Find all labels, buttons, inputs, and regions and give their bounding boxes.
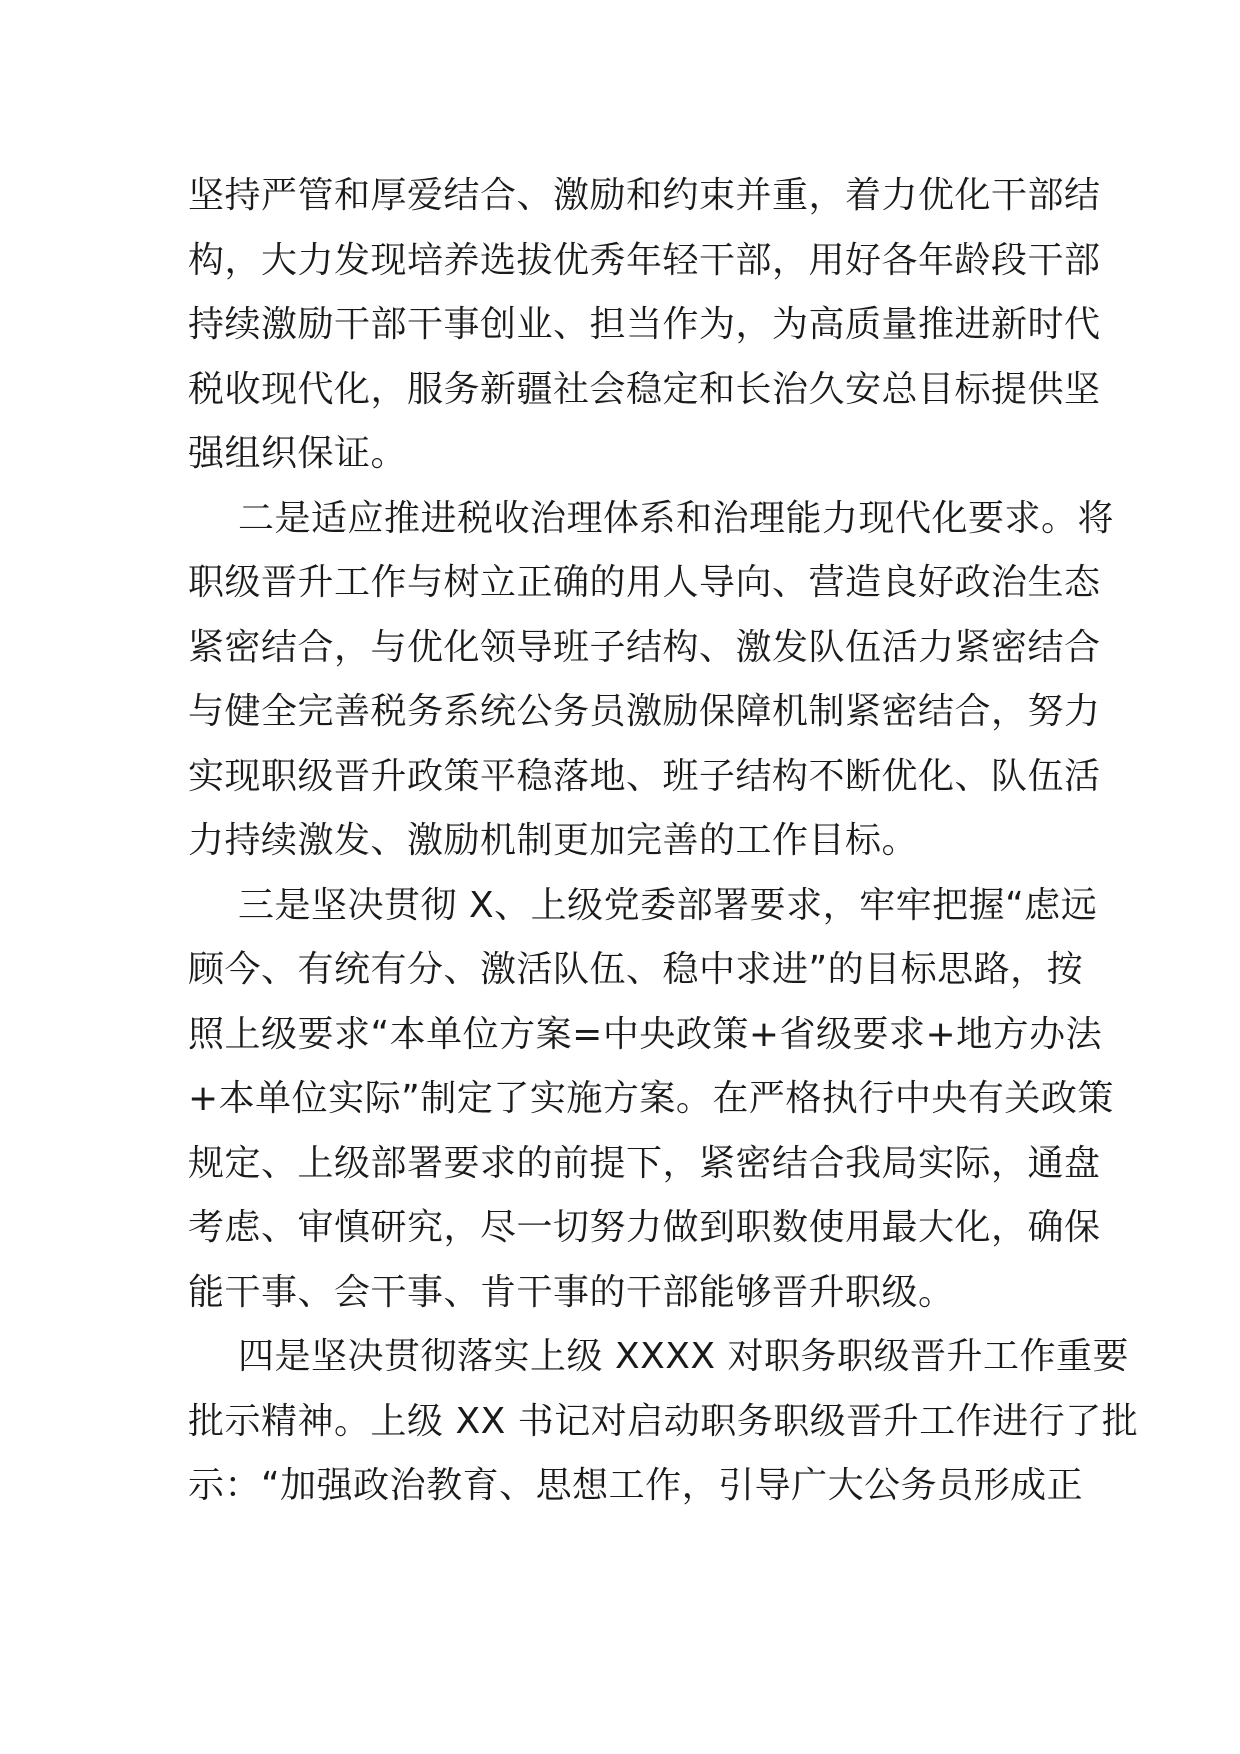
text-line: 力持续激发、激励机制更加完善的工作目标。 — [188, 820, 919, 861]
text-line: 职级晋升工作与树立正确的用人导向、营造良好政治生态 — [188, 562, 1101, 603]
text-line: 坚持严管和厚爱结合、激励和约束并重，着力优化干部结 — [188, 175, 1101, 216]
text-line: 构，大力发现培养选拔优秀年轻干部，用好各年龄段干部 — [188, 239, 1101, 281]
paragraph-2 — [188, 487, 1115, 874]
text-line: 照上级要求“本单位方案=中央政策+省级要求+地方办法 — [188, 1013, 1103, 1055]
text-line: 示：“加强政治教育、思想工作，引导广大公务员形成正 — [188, 1465, 1084, 1506]
text-line: 与健全完善税务系统公务员激励保障机制紧密结合，努力 — [188, 691, 1101, 732]
text-line: 考虑、审慎研究，尽一切努力做到职数使用最大化，确保 — [188, 1207, 1101, 1248]
text-line: 实现职级晋升政策平稳落地、班子结构不断优化、队伍活 — [188, 755, 1101, 797]
text-line: 规定、上级部署要求的前提下，紧密结合我局实际，通盘 — [188, 1142, 1101, 1184]
text-line: 强组织保证。 — [188, 433, 408, 474]
text-line: 二是适应推进税收治理体系和治理能力现代化要求。将 — [238, 497, 1115, 539]
text-line: 持续激励干部干事创业、担当作为，为高质量推进新时代 — [188, 304, 1101, 345]
text-line: 税收现代化，服务新疆社会稳定和长治久安总目标提供坚 — [188, 368, 1101, 410]
document-body — [188, 164, 1139, 1519]
text-line: 三是坚决贯彻 X、上级党委部署要求，牢牢把握“虑远 — [238, 884, 1098, 926]
text-line: 能干事、会干事、肯干事的干部能够晋升职级。 — [188, 1271, 955, 1313]
text-line: 四是坚决贯彻落实上级 XXXX 对职务职级晋升工作重要 — [238, 1336, 1130, 1377]
text-line: 批示精神。上级 XX 书记对启动职务职级晋升工作进行了批 — [188, 1400, 1139, 1442]
paragraph-4 — [188, 1325, 1139, 1519]
text-line: 紧密结合，与优化领导班子结构、激发队伍活力紧密结合 — [188, 626, 1101, 668]
paragraph-3 — [188, 874, 1114, 1326]
paragraph-1 — [188, 164, 1101, 487]
text-line: 顾今、有统有分、激活队伍、稳中求进”的目标思路，按 — [188, 949, 1084, 990]
text-line: +本单位实际”制定了实施方案。在严格执行中央有关政策 — [188, 1078, 1114, 1119]
